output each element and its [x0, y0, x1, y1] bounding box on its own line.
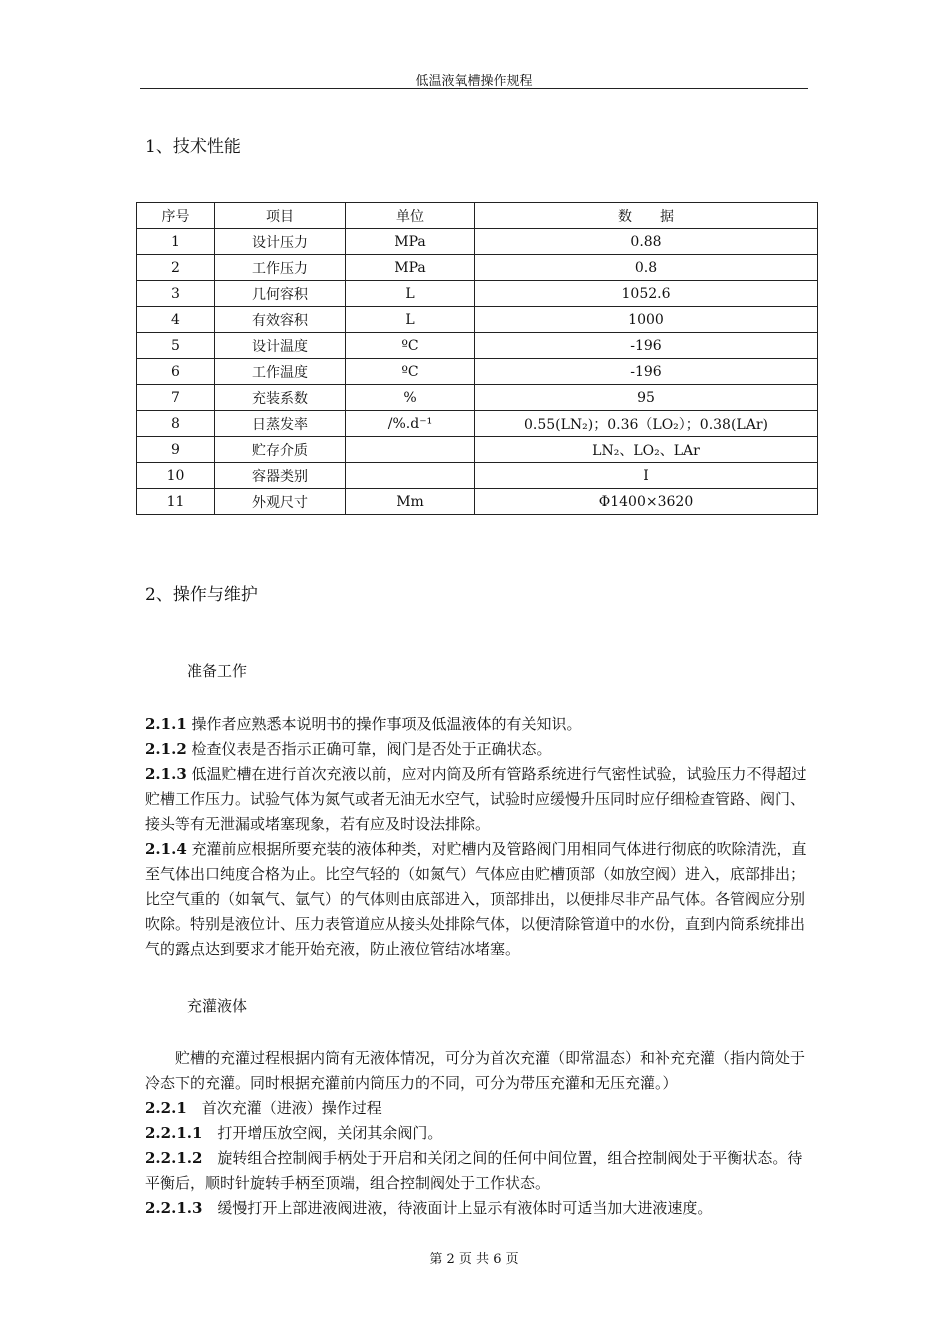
cell-seq: 10 [137, 463, 215, 489]
col-header-item: 项目 [215, 203, 346, 229]
cell-data: 0.88 [475, 229, 818, 255]
paragraph-2-2-1 [145, 1096, 810, 1121]
cell-item: 设计温度 [215, 333, 346, 359]
cell-unit: /%.d⁻¹ [346, 411, 475, 437]
cell-unit: MPa [346, 229, 475, 255]
item-number: 2.2.1.2 [145, 1149, 203, 1167]
section-1-heading: 1、技术性能 [145, 137, 241, 157]
item-text: 检查仪表是否指示正确可靠，阀门是否处于正确状态。 [186, 740, 552, 758]
table-header-row [137, 203, 818, 229]
section-2-heading: 2、操作与维护 [145, 585, 258, 605]
cell-seq: 5 [137, 333, 215, 359]
cell-data: 0.8 [475, 255, 818, 281]
cell-data: 0.55(LN₂)；0.36（LO₂）；0.38(LAr) [475, 411, 818, 437]
cell-unit [346, 463, 475, 489]
cell-item: 日蒸发率 [215, 411, 346, 437]
col-header-data: 数 据 [475, 203, 818, 229]
cell-unit [346, 437, 475, 463]
table-row [137, 411, 818, 437]
item-text: 打开增压放空阀，关闭其余阀门。 [202, 1124, 443, 1142]
cell-item: 工作压力 [215, 255, 346, 281]
cell-unit: Mm [346, 489, 475, 515]
cell-seq: 11 [137, 489, 215, 515]
item-text: 旋转组合控制阀手柄处于开启和关闭之间的任何中间位置，组合控制阀处于平衡状态。待平衡后，顺时针旋转手柄至顶端，组合控制阀处于工作状态。 [145, 1149, 803, 1192]
table-row [137, 333, 818, 359]
item-number: 2.1.4 [145, 840, 187, 858]
cell-item: 设计压力 [215, 229, 346, 255]
item-number: 2.2.1.3 [145, 1199, 203, 1217]
cell-data: 95 [475, 385, 818, 411]
cell-item: 贮存介质 [215, 437, 346, 463]
page-header-title: 低温液氧槽操作规程 [415, 74, 533, 89]
cell-seq: 6 [137, 359, 215, 385]
cell-seq: 7 [137, 385, 215, 411]
item-number: 2.1.3 [145, 765, 187, 783]
paragraph-2-1-2 [145, 737, 810, 762]
filling-intro: 贮槽的充灌过程根据内筒有无液体情况，可分为首次充灌（即常温态）和补充充灌（指内筒处于冷态下的充灌。同时根据充灌前内筒压力的不同，可分为带压充灌和无压充灌。） [145, 1049, 806, 1092]
paragraph-2-1-3 [145, 762, 810, 837]
subheading-preparation: 准备工作 [187, 662, 248, 680]
cell-data: LN₂、LO₂、LAr [475, 437, 818, 463]
spec-table [136, 202, 818, 515]
cell-data: Φ1400×3620 [475, 489, 818, 515]
cell-item: 几何容积 [215, 281, 346, 307]
item-text: 低温贮槽在进行首次充液以前，应对内筒及所有管路系统进行气密性试验，试验压力不得超过贮槽工作压力。试验气体为氮气或者无油无水空气，试验时应缓慢升压同时应仔细检查管路、阀门、接头等有无泄漏或堵塞现象，若有应及时设法排除。 [145, 765, 807, 833]
table-row [137, 281, 818, 307]
table-row [137, 229, 818, 255]
cell-seq: 9 [137, 437, 215, 463]
item-number: 2.2.1.1 [145, 1124, 203, 1142]
page-footer-number: 第 2 页 共 6 页 [429, 1252, 519, 1267]
cell-seq: 2 [137, 255, 215, 281]
cell-unit: ºC [346, 359, 475, 385]
cell-data: I [475, 463, 818, 489]
cell-data: -196 [475, 359, 818, 385]
cell-seq: 8 [137, 411, 215, 437]
paragraph-2-2-1-1 [145, 1121, 810, 1146]
cell-unit: MPa [346, 255, 475, 281]
paragraph-2-2-1-2 [145, 1146, 810, 1196]
preparation-items [145, 712, 810, 962]
cell-seq: 3 [137, 281, 215, 307]
table-row [137, 255, 818, 281]
item-text: 充灌前应根据所要充装的液体种类，对贮槽内及管路阀门用相同气体进行彻底的吹除清洗，直至气体出口纯度合格为止。比空气轻的（如氮气）气体应由贮槽顶部（如放空阀）进入，底部排出；比空气重的（如氧气、氩气）的气体则由底部进入，顶部排出，以便排尽非产品气体。各管阀应分别吹除。特别是液位计、压力表管道应从接头处排除气体，以便清除管道中的水份，直到内筒系统排出气的露点达到要求才能开始充液，防止液位管结冰堵塞。 [145, 840, 807, 958]
item-text: 首次充灌（进液）操作过程 [186, 1099, 382, 1117]
cell-item: 外观尺寸 [215, 489, 346, 515]
cell-unit: L [346, 281, 475, 307]
item-number: 2.2.1 [145, 1099, 187, 1117]
subheading-filling: 充灌液体 [187, 997, 248, 1015]
table-row [137, 489, 818, 515]
paragraph-2-1-4 [145, 837, 810, 962]
item-number: 2.1.2 [145, 740, 187, 758]
table-row [137, 359, 818, 385]
cell-seq: 1 [137, 229, 215, 255]
table-row [137, 307, 818, 333]
cell-data: -196 [475, 333, 818, 359]
cell-item: 有效容积 [215, 307, 346, 333]
paragraph-2-1-1 [145, 712, 810, 737]
table-row [137, 463, 818, 489]
cell-data: 1052.6 [475, 281, 818, 307]
cell-item: 充装系数 [215, 385, 346, 411]
table-row [137, 385, 818, 411]
cell-unit: L [346, 307, 475, 333]
item-text: 缓慢打开上部进液阀进液，待液面计上显示有液体时可适当加大进液速度。 [202, 1199, 713, 1217]
cell-unit: ºC [346, 333, 475, 359]
filling-items [145, 1046, 810, 1221]
paragraph-2-2-1-3 [145, 1196, 810, 1221]
cell-data: 1000 [475, 307, 818, 333]
table-row [137, 437, 818, 463]
cell-seq: 4 [137, 307, 215, 333]
item-number: 2.1.1 [145, 715, 187, 733]
cell-item: 工作温度 [215, 359, 346, 385]
col-header-unit: 单位 [346, 203, 475, 229]
cell-unit: % [346, 385, 475, 411]
col-header-seq: 序号 [137, 203, 215, 229]
header-rule [140, 88, 808, 89]
item-text: 操作者应熟悉本说明书的操作事项及低温液体的有关知识。 [186, 715, 582, 733]
cell-item: 容器类别 [215, 463, 346, 489]
